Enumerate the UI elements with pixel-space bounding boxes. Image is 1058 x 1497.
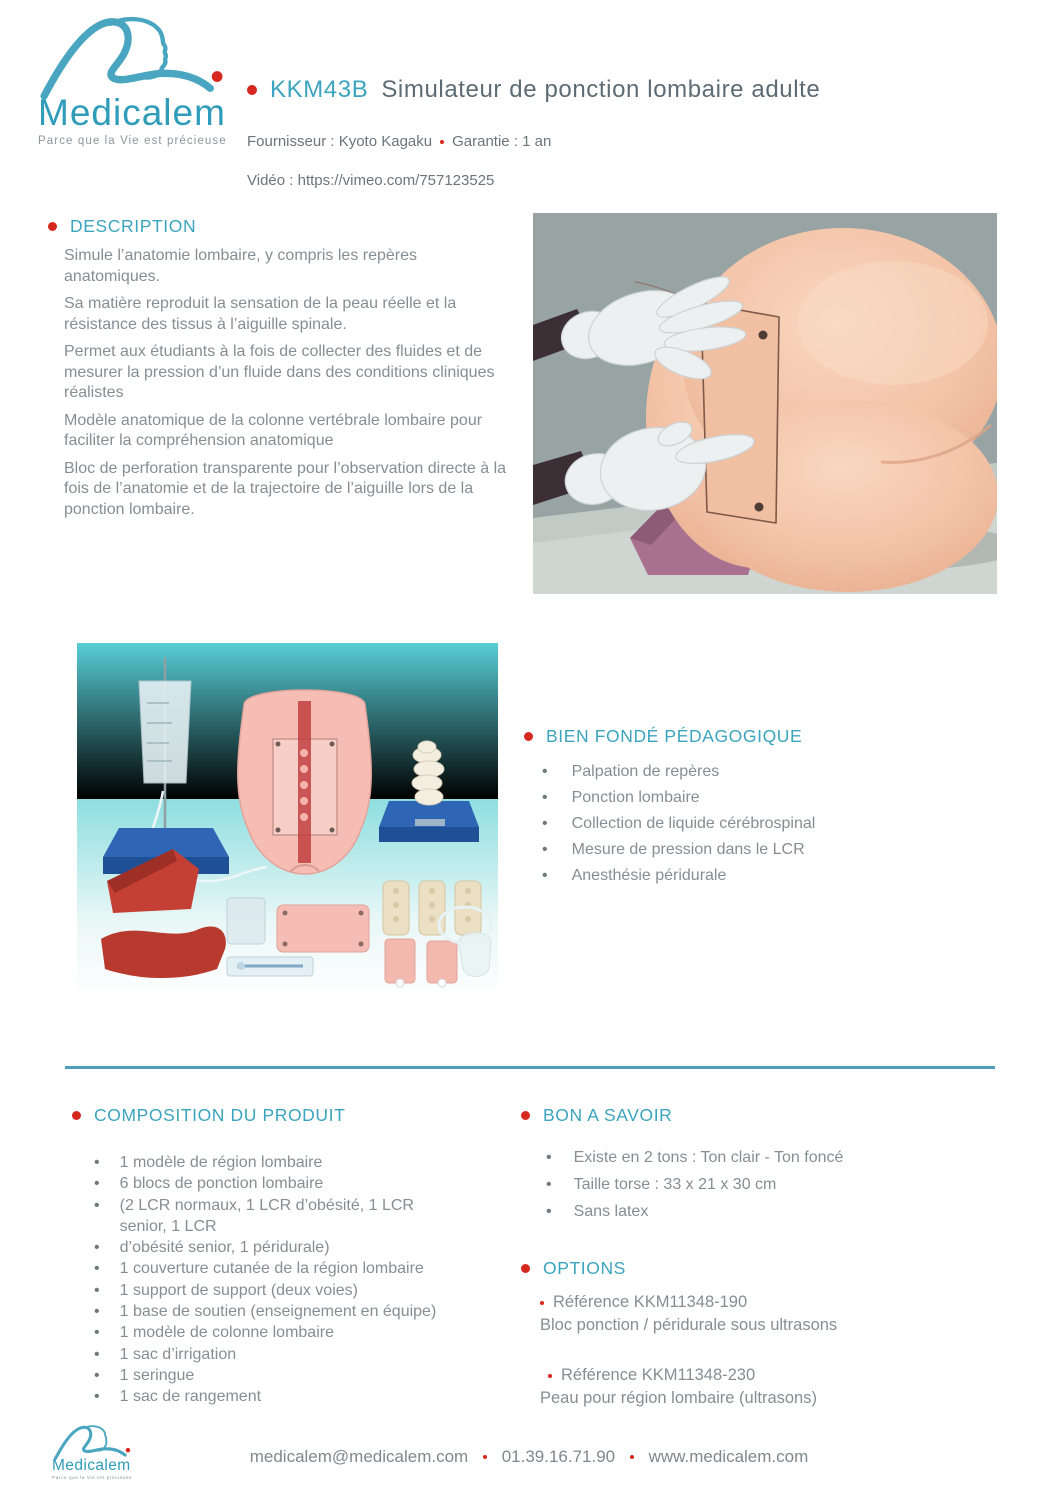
composition-item: • 1 couverture cutanée de la région lombaire bbox=[119, 1260, 424, 1278]
red-dot-icon bbox=[540, 1301, 544, 1305]
red-dot-separator bbox=[630, 1455, 634, 1459]
description-paragraph: Sa matière reproduit la sensation de la peau réelle et la résistance des tissus à l’aiguille spinale. bbox=[64, 295, 457, 333]
list-item bbox=[546, 1198, 968, 1225]
medicalem-logo bbox=[38, 14, 243, 147]
list-item bbox=[94, 1322, 460, 1343]
list-item bbox=[542, 837, 964, 863]
pedagogy-item: • Ponction lombaire bbox=[571, 789, 700, 806]
composition-item: • 1 sac de rangement bbox=[119, 1388, 262, 1406]
red-bullet-icon bbox=[524, 732, 533, 741]
red-bullet-icon bbox=[72, 1111, 81, 1120]
footer-phone: 01.39.16.71.90 bbox=[501, 1447, 616, 1466]
product-photo-illustration bbox=[533, 213, 997, 594]
product-photo-palpation bbox=[533, 213, 997, 594]
logo-tagline: Parce que la Vie est précieuse bbox=[38, 135, 227, 147]
red-bullet-icon bbox=[521, 1264, 530, 1273]
red-bullet-icon bbox=[247, 85, 257, 95]
logo-wordmark: Medicalem bbox=[38, 92, 226, 133]
logo-wordmark: Medicalem bbox=[52, 1457, 131, 1474]
list-item bbox=[542, 759, 964, 785]
good-to-know-item: • Taille torse : 33 x 21 x 30 cm bbox=[573, 1176, 777, 1193]
section-options bbox=[508, 1258, 968, 1412]
logo-tagline: Parce que la Vie est précieuse bbox=[52, 1475, 132, 1481]
good-to-know-item: • Sans latex bbox=[573, 1203, 649, 1220]
description-paragraph: Simule l’anatomie lombaire, y compris les repères anatomiques. bbox=[64, 247, 418, 285]
red-bullet-icon bbox=[521, 1111, 530, 1120]
composition-item: • 1 support de support (deux voies) bbox=[119, 1281, 358, 1299]
red-dot-separator bbox=[483, 1455, 487, 1459]
product-name: Simulateur de ponction lombaire adulte bbox=[381, 76, 821, 103]
composition-item: • 1 modèle de colonne lombaire bbox=[119, 1324, 334, 1342]
list-item bbox=[542, 863, 964, 889]
list-item bbox=[94, 1301, 460, 1322]
footer-email[interactable]: medicalem@medicalem.com bbox=[249, 1447, 469, 1466]
red-dot-icon bbox=[548, 1374, 552, 1378]
pedagogy-item: • Mesure de pression dans le LCR bbox=[571, 841, 805, 858]
supplier-label: Fournisseur : Kyoto Kagaku bbox=[247, 133, 433, 150]
list-item bbox=[542, 785, 964, 811]
description-heading: DESCRIPTION bbox=[70, 216, 197, 236]
red-bullet-icon bbox=[48, 222, 57, 231]
pedagogy-item: • Palpation de repères bbox=[571, 763, 720, 780]
list-item bbox=[94, 1195, 460, 1238]
red-dot-separator bbox=[440, 140, 444, 144]
list-item bbox=[94, 1152, 460, 1173]
composition-item: • 1 modèle de région lombaire bbox=[119, 1154, 323, 1171]
medicalem-logo-swoosh-icon bbox=[38, 14, 234, 100]
option-reference: Référence KKM11348-190 bbox=[553, 1293, 748, 1311]
description-paragraph: Modèle anatomique de la colonne vertébrale lombaire pour faciliter la compréhension anatomique bbox=[64, 411, 483, 449]
composition-heading: COMPOSITION DU PRODUIT bbox=[94, 1105, 346, 1125]
footer-contact-line bbox=[0, 1447, 1058, 1467]
supplier-line bbox=[247, 133, 551, 150]
section-pedagogy bbox=[524, 726, 964, 889]
section-description bbox=[48, 216, 510, 527]
section-divider bbox=[65, 1066, 995, 1069]
option-description: Bloc ponction / péridurale sous ultrasons bbox=[540, 1316, 838, 1334]
list-item bbox=[546, 1144, 968, 1171]
composition-item: • 6 blocs de ponction lombaire bbox=[119, 1175, 324, 1193]
list-item bbox=[94, 1386, 460, 1407]
product-code: KKM43B bbox=[270, 76, 369, 103]
list-item bbox=[546, 1171, 968, 1198]
list-item bbox=[94, 1280, 460, 1301]
list-item bbox=[542, 811, 964, 837]
good-to-know-item: • Existe en 2 tons : Ton clair - Ton foncé bbox=[573, 1149, 844, 1166]
list-item bbox=[94, 1365, 460, 1386]
composition-item: • d’obésité senior, 1 péridurale) bbox=[119, 1239, 330, 1257]
section-composition bbox=[60, 1105, 500, 1408]
page-title bbox=[247, 76, 820, 104]
option-description: Peau pour région lombaire (ultrasons) bbox=[540, 1389, 817, 1407]
option-reference: Référence KKM11348-230 bbox=[561, 1366, 756, 1384]
composition-item: • 1 sac d’irrigation bbox=[119, 1345, 237, 1363]
list-item bbox=[94, 1237, 460, 1258]
list-item bbox=[94, 1173, 460, 1194]
pedagogy-heading: BIEN FONDÉ PÉDAGOGIQUE bbox=[546, 726, 803, 746]
composition-item: • 1 base de soutien (enseignement en équipe) bbox=[119, 1303, 437, 1321]
description-paragraph: Permet aux étudiants à la fois de collecter des fluides et de mesurer la pression d’un fluide dans des conditions cliniques réalistes bbox=[64, 343, 495, 401]
video-link[interactable]: Vidéo : https://vimeo.com/757123525 bbox=[247, 172, 495, 189]
pedagogy-item: • Anesthésie péridurale bbox=[571, 867, 727, 884]
composition-item: • 1 seringue bbox=[119, 1366, 195, 1384]
list-item bbox=[94, 1258, 460, 1279]
footer-website[interactable]: www.medicalem.com bbox=[648, 1447, 809, 1466]
section-good-to-know bbox=[508, 1105, 968, 1225]
composition-item: • (2 LCR normaux, 1 LCR d’obésité, 1 LCR senior, 1 LCR bbox=[119, 1196, 414, 1235]
options-heading: OPTIONS bbox=[543, 1258, 626, 1278]
description-paragraph: Bloc de perforation transparente pour l’observation directe à la fois de l’anatomie et de la trajectoire de l’aiguille lors de la ponction lombaire. bbox=[64, 459, 507, 518]
warranty-label: Garantie : 1 an bbox=[452, 133, 552, 150]
list-item bbox=[94, 1344, 460, 1365]
pedagogy-item: • Collection de liquide cérébrospinal bbox=[571, 815, 816, 832]
components-photo-illustration bbox=[77, 643, 498, 990]
good-to-know-heading: BON A SAVOIR bbox=[543, 1105, 673, 1125]
components-photo bbox=[77, 643, 498, 990]
